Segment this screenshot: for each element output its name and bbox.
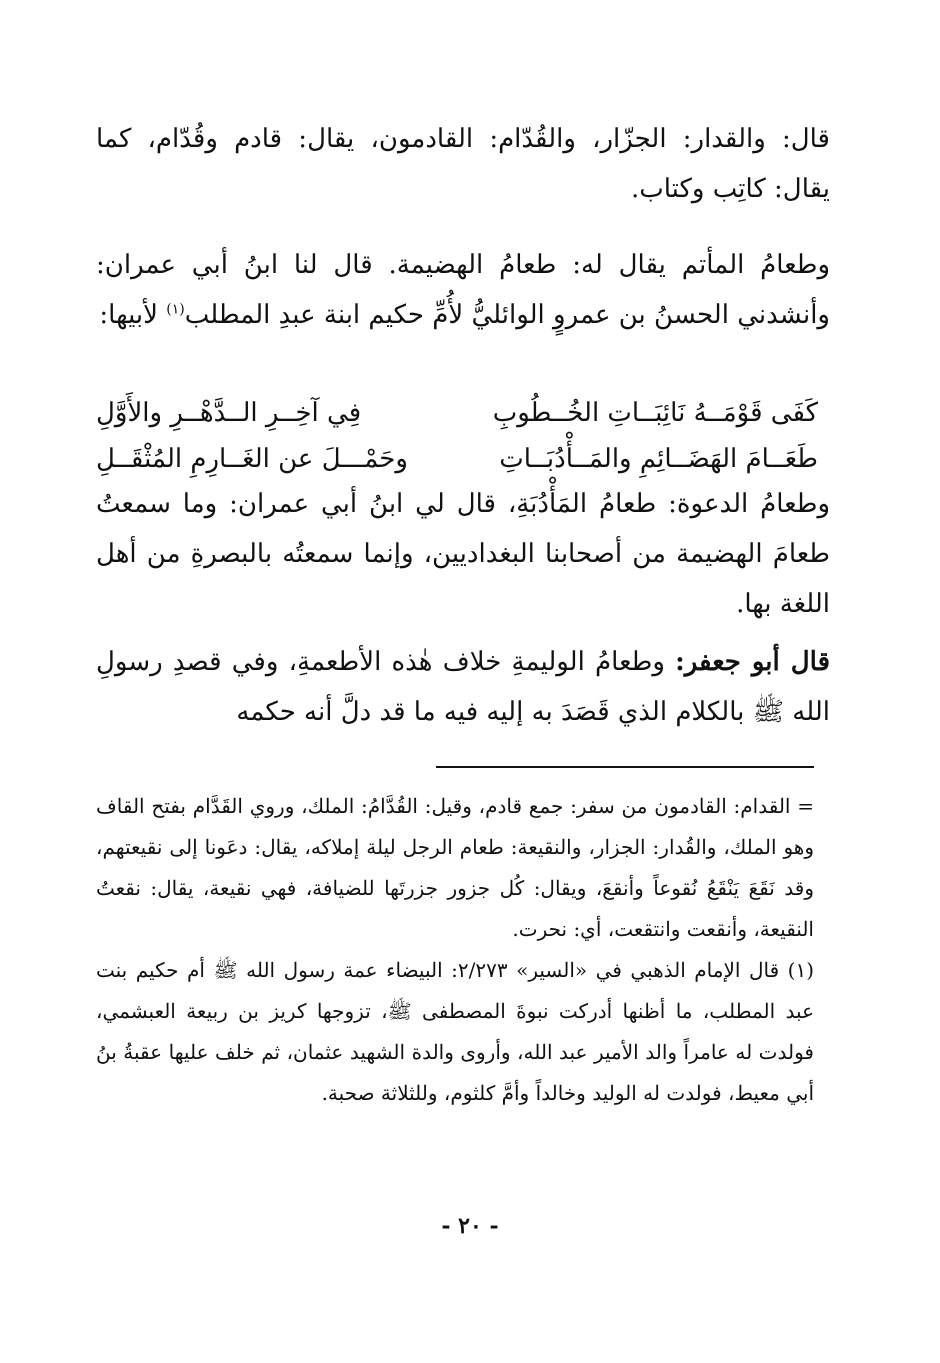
verse-hemistich-second: فِي آخِــرِ الــدَّهْــرِ والأَوَّلِ <box>96 398 362 428</box>
paragraph-qadim-text: قال: والقدار: الجزّار، والقُدّام: القادمون، يقال: قادم وقُدّام، كما يقال: كاتِب وكتاب. <box>96 124 830 204</box>
verse-hemistich-first: طَعَــامَ الهَضَــائِمِ والمَــأْدُبَــاتِ <box>499 444 818 474</box>
poem-verses <box>96 390 818 482</box>
paragraph-dawa <box>96 479 830 629</box>
paragraph-abu-jafar-text <box>96 637 830 737</box>
paragraph-hadima-text <box>96 240 830 340</box>
paragraph-dawa-text: وطعامُ الدعوة: طعامُ المَأْدُبَةِ، قال لي ابنُ أبي عمران: وما سمعتُ طعامَ الهضيمة من أصحابنا البغداديين، وإنما سمعتُه بالبصرةِ من أهل اللغة بها. <box>96 489 830 619</box>
footnote-ref-1: (١) <box>166 301 185 318</box>
verse-hemistich-second: وحَمْـــلَ عن الغَــارِمِ المُثْقَــلِ <box>96 444 408 474</box>
verse-hemistich-first: كَفَى قَوْمَــهُ نَائِبَــاتِ الخُــطُوبِ <box>492 398 818 428</box>
footnote-continuation: = القدام: القادمون من سفر: جمع قادم، وقيل: القُدَّامُ: الملك، وروي القَدَّام بفتح القاف وهو الملك، والقُدار: الجزار، والنقيعة: طعام الرجل ليلة إملاكه، يقال: دعَونا إلى نقيعتهم، وقد نَقَعَ يَنْقَعُ نُقوعاً وأنقعَ، ويقال: كُل جزور جزرتَها للضيافة، فهي نقيعة، يقال: نقعتُ النقيعة، وأنقعت وانتقعت، أي: نحرت. <box>96 794 814 941</box>
paragraph-abu-jafar <box>96 637 830 737</box>
paragraph-abu-jafar-lead: قال أبو جعفر: <box>675 647 830 677</box>
footnote-1: (١) قال الإمام الذهبي في «السير» ٢/٢٧٣: البيضاء عمة رسول الله ﷺ أم حكيم بنت عبد المطلب، ما أظنها أدركت نبوةَ المصطفى ﷺ، تزوجها كريز بن ربيعة العبشمي، فولدت له عامراً والد الأمير عبد الله، وأروى والدة الشهيد عثمان، ثم خلف عليها عقبةُ بنُ أبي معيط، فولدت له الوليد وخالداً وأمَّ كلثوم، وللثلاثة صحبة. <box>96 958 815 1105</box>
footnotes <box>96 786 814 1114</box>
page-number: - ٢٠ - <box>441 1213 499 1239</box>
paragraph-hadima <box>96 240 830 340</box>
paragraph-abu-jafar-body: وطعامُ الوليمةِ خلاف هٰذه الأطعمةِ، وفي قصدِ رسولِ الله ﷺ بالكلام الذي قَصَدَ به إليه فيه ما قد دلَّ أنه حكمه <box>96 647 830 727</box>
paragraph-qadim <box>96 114 830 214</box>
verse-line <box>96 390 818 436</box>
footnote-separator <box>436 766 814 768</box>
paragraph-hadima-body: وطعامُ المأتم يقال له: طعامُ الهضيمة. قال لنا ابنُ أبي عمران: وأنشدني الحسنُ بن عمروٍ الوائليُّ لأُمِّ حكيم ابنة عبدِ المطلب <box>96 250 830 330</box>
verse-line <box>96 436 818 482</box>
paragraph-hadima-tail: لأبيها: <box>99 300 158 330</box>
